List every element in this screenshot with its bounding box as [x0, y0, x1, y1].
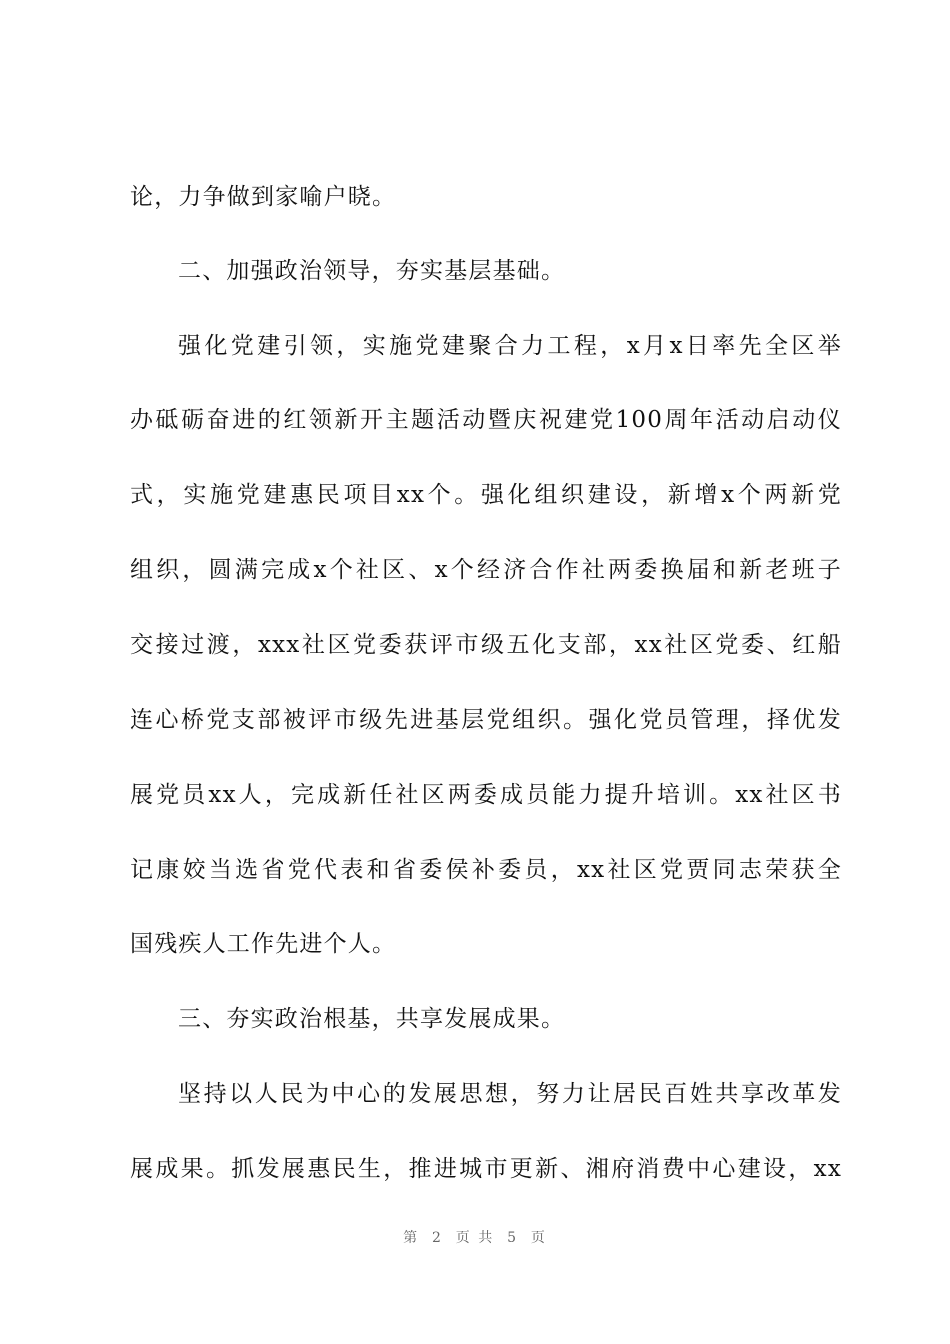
- paragraph-line: 强化党建引领，实施党建聚合力工程，x月x日率先全区举: [178, 333, 842, 359]
- paragraph-line: 办砥砺奋进的红领新开主题活动暨庆祝建党100周年活动启动仪: [130, 407, 842, 433]
- paragraph-line: 坚持以人民为中心的发展思想，努力让居民百姓共享改革发: [178, 1081, 842, 1107]
- paragraph-line: 展党员xx人，完成新任社区两委成员能力提升培训。xx社区书: [130, 782, 842, 808]
- paragraph-line: 展成果。抓发展惠民生，推进城市更新、湘府消费中心建设，xx: [130, 1156, 842, 1182]
- paragraph-line: 论，力争做到家喻户晓。: [130, 184, 397, 210]
- page-footer: 第 2 页 共 5 页: [403, 1230, 547, 1246]
- paragraph-line: 交接过渡，xxx社区党委获评市级五化支部，xx社区党委、红船: [130, 632, 842, 658]
- section-heading: 二、加强政治领导，夯实基层基础。: [178, 258, 566, 284]
- section-heading: 三、夯实政治根基，共享发展成果。: [178, 1006, 566, 1032]
- paragraph-line: 连心桥党支部被评市级先进基层党组织。强化党员管理，择优发: [130, 707, 842, 733]
- paragraph-line: 组织，圆满完成x个社区、x个经济合作社两委换届和新老班子: [130, 557, 842, 583]
- paragraph-line: 式，实施党建惠民项目xx个。强化组织建设，新增x个两新党: [130, 482, 842, 508]
- paragraph-line: 记康姣当选省党代表和省委侯补委员，xx社区党贾同志荣获全: [130, 857, 842, 883]
- paragraph-line: 国残疾人工作先进个人。: [130, 931, 397, 957]
